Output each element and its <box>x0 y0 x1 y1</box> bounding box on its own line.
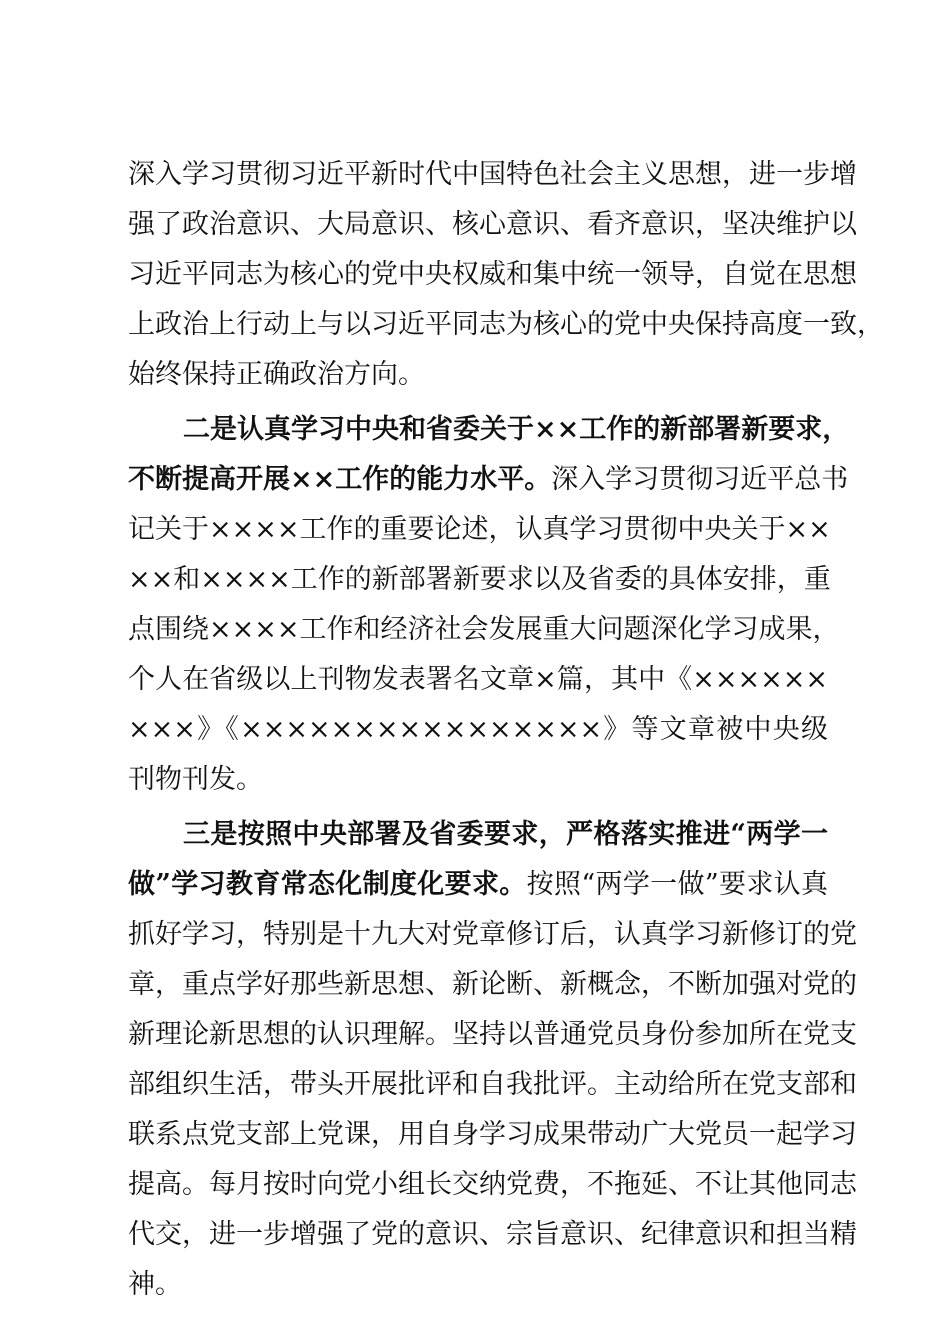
text-line: 记关于××××工作的重要论述，认真学习贯彻中央关于×× <box>128 514 831 545</box>
text-line: 个人在省级以上刊物发表署名文章×篇，其中《×××××× <box>128 664 828 695</box>
text-line: ×××》《××××××××××××××××》等文章被中央级 <box>128 714 828 745</box>
text-line: 提高。每月按时向党小组长交纳党费，不拖延、不让其他同志 <box>128 1169 857 1200</box>
paragraph-heading-continued: 做”学习教育常态化制度化要求。 <box>128 869 527 900</box>
text-fragment: 深入学习贯彻习近平总书 <box>551 464 849 495</box>
text-line: 始终保持正确政治方向。 <box>128 359 425 390</box>
text-line: 深入学习贯彻习近平新时代中国特色社会主义思想，进一步增 <box>128 159 857 190</box>
paragraph-heading-continued: 不断提高开展××工作的能力水平。 <box>128 464 552 495</box>
text-line: 点围绕××××工作和经济社会发展重大问题深化学习成果， <box>128 614 840 645</box>
text-line: 代交，进一步增强了党的意识、宗旨意识、纪律意识和担当精 <box>128 1219 857 1250</box>
text-line: 联系点党支部上党课，用自身学习成果带动广大党员一起学习 <box>128 1119 857 1150</box>
text-line: 强了政治意识、大局意识、核心意识、看齐意识，坚决维护以 <box>128 209 857 240</box>
paragraph-heading: 三是按照中央部署及省委要求，严格落实推进“两学一 <box>183 819 828 850</box>
text-line: 刊物刊发。 <box>128 764 263 795</box>
text-line: 习近平同志为核心的党中央权威和集中统一领导，自觉在思想 <box>128 259 857 290</box>
text-line: 章，重点学好那些新思想、新论断、新概念，不断加强对党的 <box>128 969 857 1000</box>
text-line: 部组织生活，带头开展批评和自我批评。主动给所在党支部和 <box>128 1069 857 1100</box>
text-fragment: 按照“两学一做”要求认真 <box>526 869 829 900</box>
text-line: 抓好学习，特别是十九大对党章修订后，认真学习新修订的党 <box>128 919 857 950</box>
text-line: 神。 <box>128 1269 182 1300</box>
text-line <box>128 460 849 500</box>
text-line: 新理论新思想的认识理解。坚持以普通党员身份参加所在党支 <box>128 1019 857 1050</box>
paragraph-heading: 二是认真学习中央和省委关于××工作的新部署新要求， <box>183 414 850 445</box>
text-line <box>128 865 828 905</box>
text-line: ××和××××工作的新部署新要求以及省委的具体安排，重 <box>128 564 831 595</box>
text-line: 上政治上行动上与以习近平同志为核心的党中央保持高度一致， <box>128 309 884 340</box>
